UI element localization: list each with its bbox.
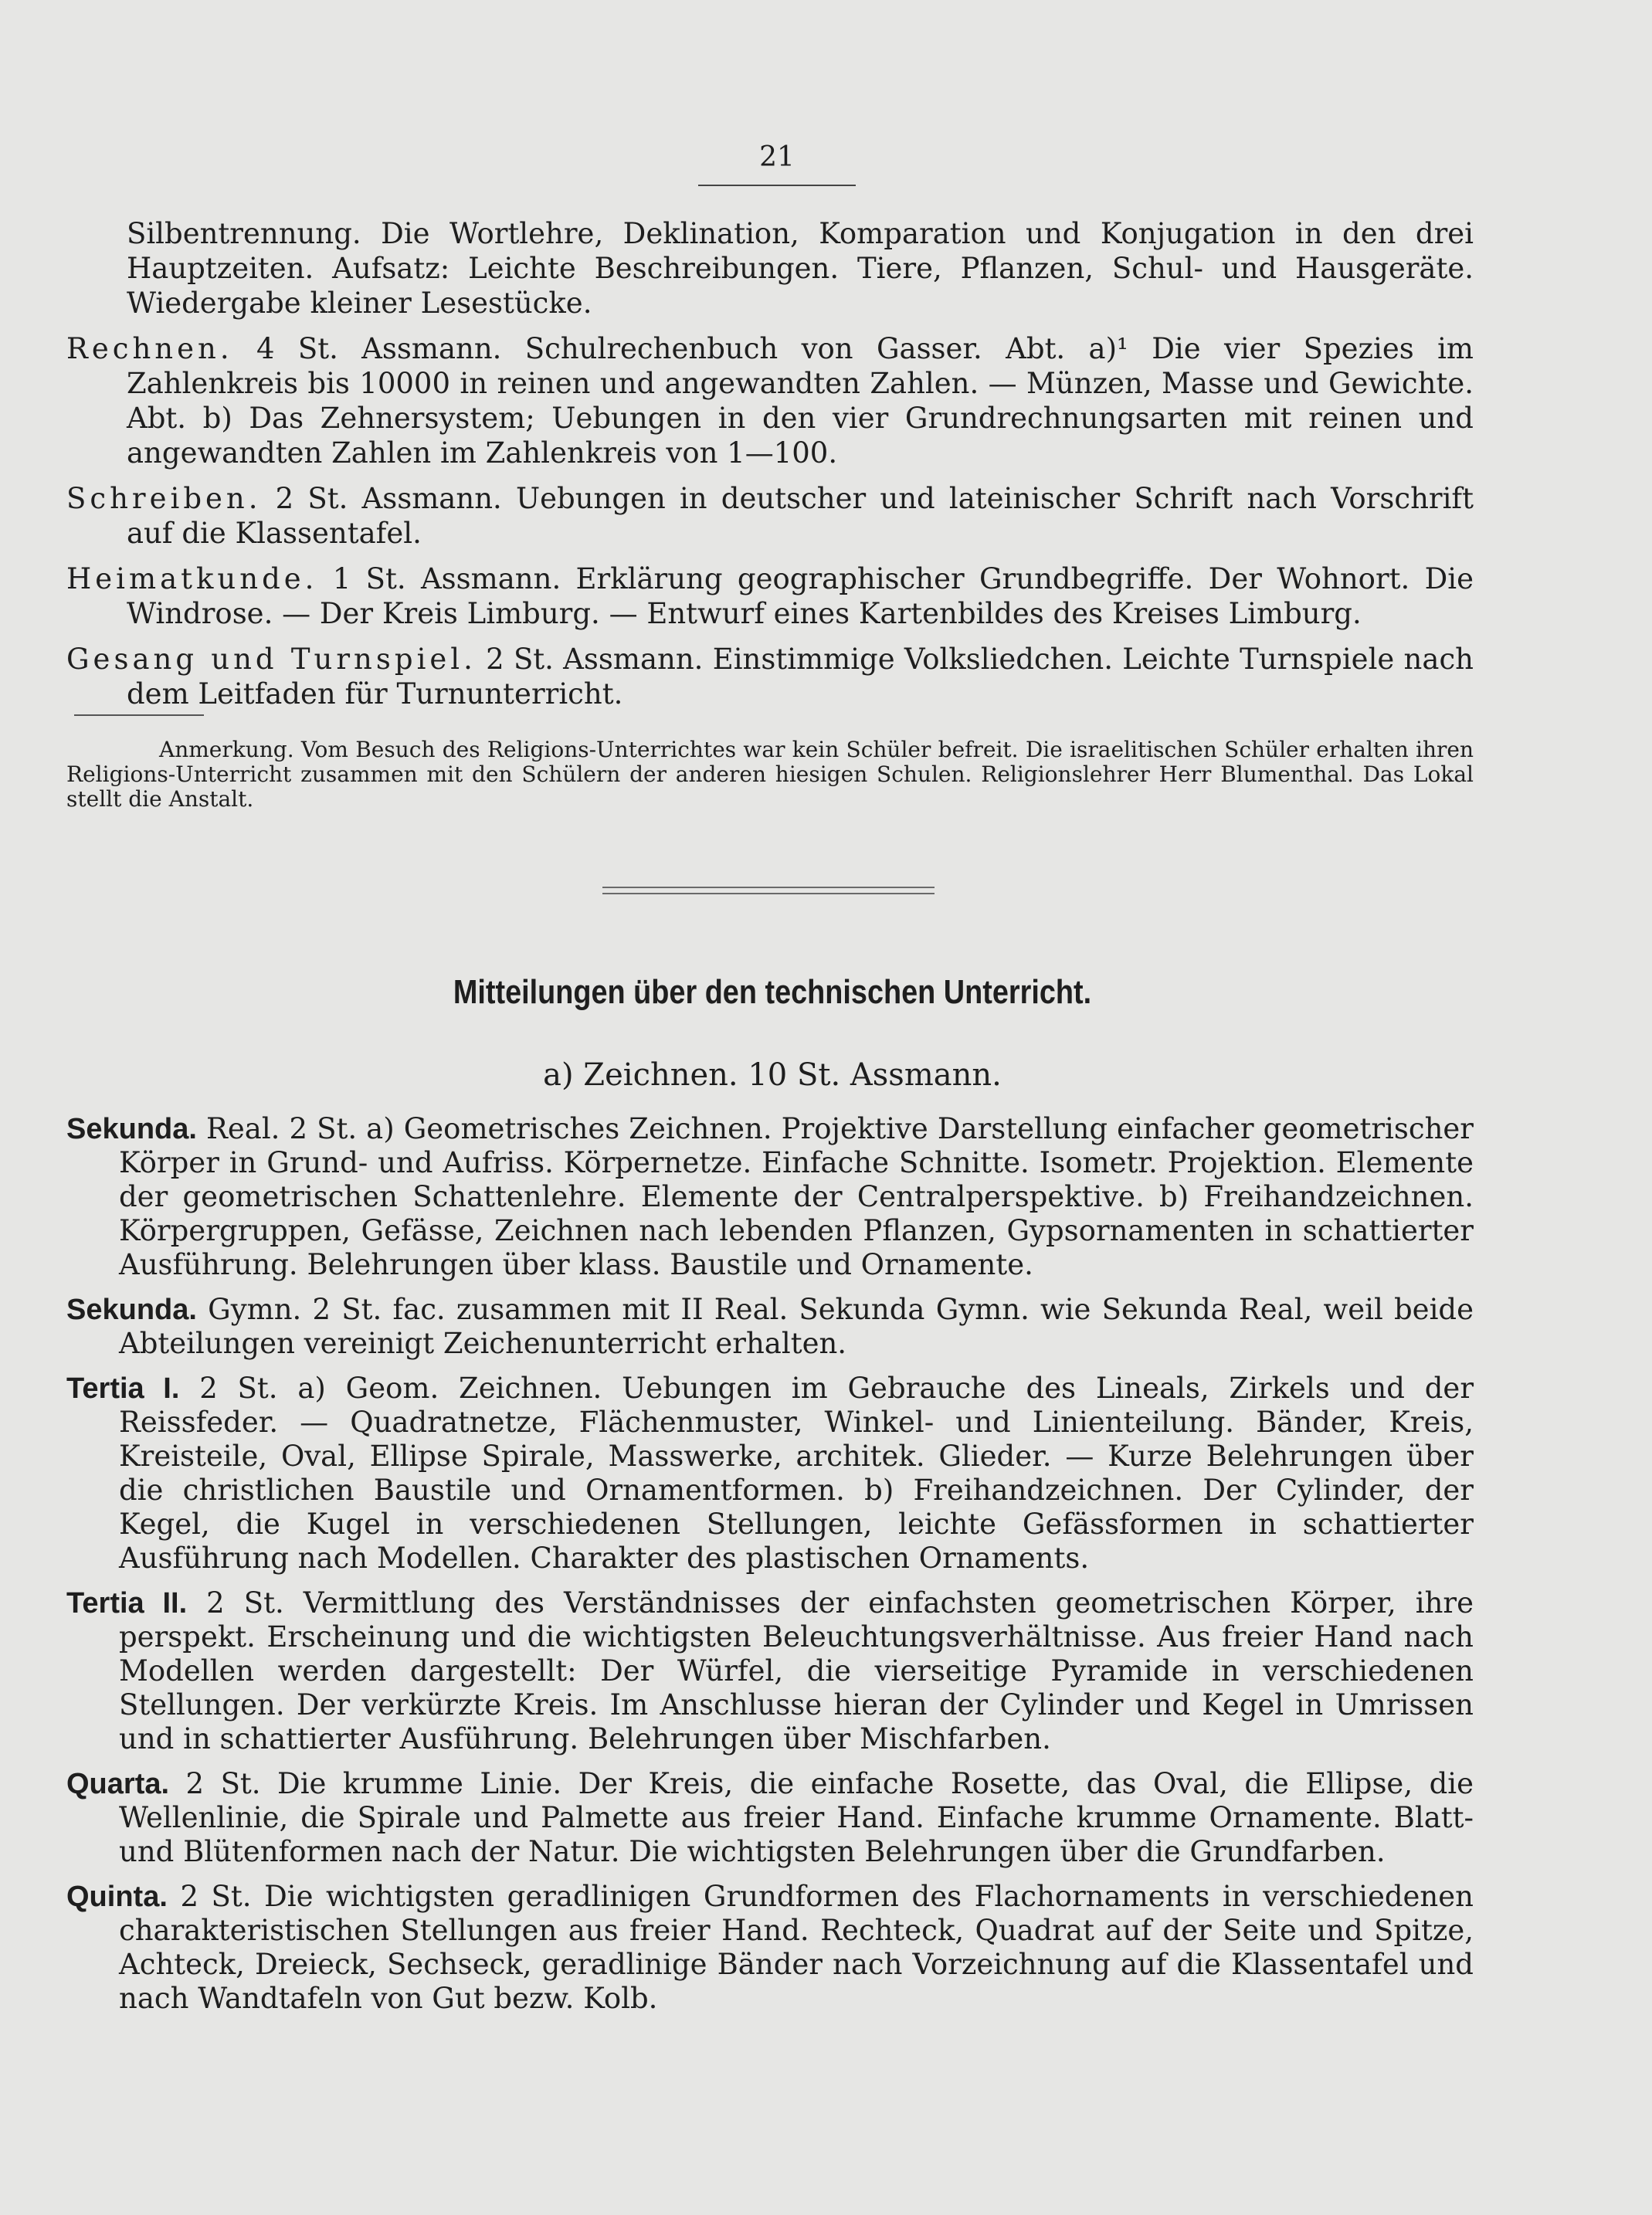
class-label: Tertia II. xyxy=(66,1587,188,1620)
class-quarta xyxy=(66,1767,1474,1869)
subject-label: Schreiben. xyxy=(66,482,262,515)
subject-heimatkunde xyxy=(66,561,1474,631)
subject-text: 2 St. Assmann. Einstimmige Volksliedchen. Leichte Turnspiele nach dem Leitfaden für Turnunterricht. xyxy=(127,643,1474,711)
drawing-curriculum xyxy=(66,1112,1474,2027)
subject-text: 4 St. Assmann. Schulrechenbuch von Gasser. Abt. a)¹ Die vier Spezies im Zahlenkreis bis 10000 in reinen und angewandten Zahlen. — Münzen, Masse und Gewichte. Abt. b) Das Zehnersystem; Uebungen in den vier Grundrechnungsarten mit reinen und angewandten Zahlen im Zahlenkreis von 1—100. xyxy=(127,332,1474,470)
subject-rechnen xyxy=(66,331,1474,470)
curriculum-continued xyxy=(66,216,1474,722)
section-subheading: a) Zeichnen. 10 St. Assmann. xyxy=(543,1057,1002,1093)
class-sekunda-real xyxy=(66,1112,1474,1282)
class-label: Sekunda. xyxy=(66,1294,197,1326)
subject-text: 2 St. Assmann. Uebungen in deutscher und lateinischer Schrift nach Vorschrift auf die Klassentafel. xyxy=(127,482,1474,550)
class-quinta xyxy=(66,1880,1474,2016)
continued-paragraph: Silbentrennung. Die Wortlehre, Deklination, Komparation und Konjugation in den drei Hauptzeiten. Aufsatz: Leichte Beschreibungen. Tiere, Pflanzen, Schul- und Hausgeräte. Wiedergabe kleiner Lesestücke. xyxy=(127,217,1474,320)
class-label: Quarta. xyxy=(66,1768,170,1800)
subject-gesang-turnspiel xyxy=(66,642,1474,711)
class-text: Gymn. 2 St. fac. zusammen mit II Real. Sekunda Gymn. wie Sekunda Real, weil beide Abteilungen vereinigt Zeichenunterricht erhalten. xyxy=(119,1293,1474,1360)
class-tertia-2 xyxy=(66,1586,1474,1756)
class-text: 2 St. a) Geom. Zeichnen. Uebungen im Gebrauche des Lineals, Zirkels und der Reissfeder. — Quadratnetze, Flächenmuster, Winkel- und Linienteilung. Bänder, Kreis, Kreisteile, Oval, Ellipse Spirale, Masswerke, architek. Glieder. — Kurze Belehrungen über die christlichen Baustile und Ornamentformen. b) Freihandzeichnen. Der Cylinder, der Kegel, die Kugel in verschiedenen Stellungen, leichte Gefässformen in schattierter Ausführung nach Modellen. Charakter des plastischen Ornaments. xyxy=(119,1372,1474,1575)
section-divider xyxy=(602,887,935,894)
class-label: Sekunda. xyxy=(66,1113,197,1145)
page-number-rule xyxy=(698,185,856,186)
page-number: 21 xyxy=(759,141,795,173)
footnote-anmerkung: Anmerkung. Vom Besuch des Religions-Unterrichtes war kein Schüler befreit. Die israelitischen Schüler erhalten ihren Religions-Unterricht zusammen mit den Schülern der anderen hiesigen Schulen. Religionslehrer Herr Blumenthal. Das Lokal stellt die Anstalt. xyxy=(66,737,1474,812)
class-tertia-1 xyxy=(66,1372,1474,1576)
subject-schreiben xyxy=(66,481,1474,551)
class-text: Real. 2 St. a) Geometrisches Zeichnen. Projektive Darstellung einfacher geometrischer Körper in Grund- und Aufriss. Körpernetze. Einfache Schnitte. Isometr. Projektion. Elemente der geometrischen Schattenlehre. Elemente der Centralperspektive. b) Freihandzeichnen. Körpergruppen, Gefässe, Zeichnen nach lebenden Pflanzen, Gypsornamenten in schattierter Ausführung. Belehrungen über klass. Baustile und Ornamente. xyxy=(119,1112,1474,1281)
class-label: Tertia I. xyxy=(66,1372,180,1405)
class-text: 2 St. Die wichtigsten geradlinigen Grundformen des Flachornaments in verschiedenen charakteristischen Stellungen aus freier Hand. Rechteck, Quadrat auf der Seite und Spitze, Achteck, Dreieck, Sechseck, geradlinige Bänder nach Vorzeichnung auf die Klassentafel und nach Wandtafeln von Gut bezw. Kolb. xyxy=(119,1880,1474,2015)
section-heading: Mitteilungen über den technischen Unterricht. xyxy=(453,973,1092,1011)
class-sekunda-gymn xyxy=(66,1293,1474,1361)
subject-label: Gesang und Turnspiel. xyxy=(66,643,477,676)
subject-text: 1 St. Assmann. Erklärung geographischer Grundbegriffe. Der Wohnort. Die Windrose. — Der Kreis Limburg. — Entwurf eines Kartenbildes des Kreises Limburg. xyxy=(127,562,1474,630)
subject-label: Rechnen. xyxy=(66,332,233,365)
class-text: 2 St. Vermittlung des Verständnisses der einfachsten geometrischen Körper, ihre perspekt. Erscheinung und die wichtigsten Beleuchtungsverhältnisse. Aus freier Hand nach Modellen werden dargestellt: Der Würfel, die vierseitige Pyramide in verschiedenen Stellungen. Der verkürzte Kreis. Im Anschlusse hieran der Cylinder und Kegel in Umrissen und in schattierter Ausführung. Belehrungen über Mischfarben. xyxy=(119,1586,1474,1755)
subject-label: Heimatkunde. xyxy=(66,562,318,595)
class-text: 2 St. Die krumme Linie. Der Kreis, die einfache Rosette, das Oval, die Ellipse, die Wellenlinie, die Spirale und Palmette aus freier Hand. Einfache krumme Ornamente. Blatt- und Blütenformen nach der Natur. Die wichtigsten Belehrungen über die Grundfarben. xyxy=(119,1767,1474,1868)
footnote-rule xyxy=(74,714,204,716)
class-label: Quinta. xyxy=(66,1881,168,1913)
